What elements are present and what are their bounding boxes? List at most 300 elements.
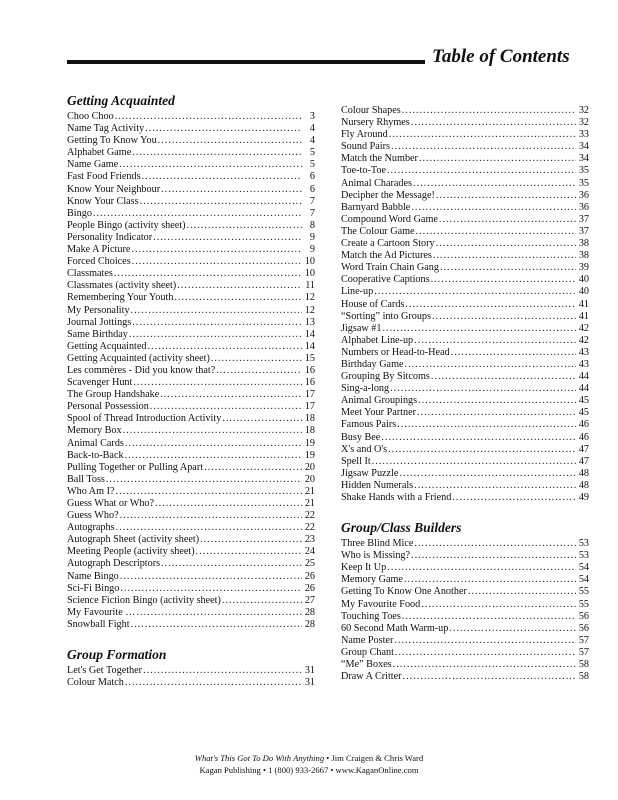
dot-leader [125,450,302,462]
entry-title: Colour Match [67,677,124,689]
entry-title: Guess Who? [67,510,119,522]
entry-page-number: 48 [578,479,589,491]
toc-entry[interactable] [67,462,315,474]
toc-entry[interactable] [67,280,315,292]
entry-page-number: 45 [578,395,589,407]
dot-leader [411,202,576,214]
dot-leader [145,123,302,135]
dot-leader [148,341,303,353]
entry-title: Create a Cartoon Story [341,238,435,250]
toc-entry[interactable] [67,522,315,534]
dot-leader [399,468,576,480]
toc-entry[interactable] [67,534,315,546]
entry-page-number: 48 [578,467,589,479]
toc-entry[interactable] [341,238,589,250]
toc-entry[interactable] [341,105,589,117]
entry-title: Sound Pairs [341,141,390,153]
dot-leader [374,286,576,298]
entry-title: Meeting People (activity sheet) [67,546,195,558]
toc-entry[interactable] [67,147,315,159]
entry-page-number: 21 [304,485,315,497]
dot-leader [449,623,576,635]
dot-leader [132,256,302,268]
entry-page-number: 36 [578,201,589,213]
toc-entry[interactable] [341,359,589,371]
entry-page-number: 36 [578,189,589,201]
entry-title: Forced Choices [67,256,131,268]
dot-leader [155,498,302,510]
entry-page-number: 38 [578,250,589,262]
entry-page-number: 42 [578,322,589,334]
toc-entry[interactable] [341,347,589,359]
toc-entry[interactable] [341,274,589,286]
entry-page-number: 45 [578,407,589,419]
dot-leader [418,395,576,407]
entry-title: Alphabet Game [67,147,132,159]
entry-page-number: 32 [578,117,589,129]
toc-entry[interactable] [67,583,315,595]
toc-entry[interactable] [67,595,315,607]
entry-title: Know Your Class [67,195,139,207]
dot-leader [120,571,302,583]
entry-page-number: 9 [309,244,315,256]
entry-title: Getting Acquainted [67,340,147,352]
dot-leader [405,299,576,311]
entry-title: Word Train Chain Gang [341,262,439,274]
entry-page-number: 46 [578,419,589,431]
toc-entry[interactable] [341,190,589,202]
entry-page-number: 56 [578,610,589,622]
entry-page-number: 21 [304,498,315,509]
toc-entry[interactable] [341,480,589,492]
toc-entry[interactable] [67,123,315,135]
entry-page-number: 12 [304,292,315,304]
entry-title: 60 Second Math Warm-up [341,622,449,634]
entry-title: Spool of Thread Introduction Activity [67,413,222,425]
entry-page-number: 22 [304,510,315,522]
entry-title: Ball Toss [67,473,105,485]
entry-page-number: 15 [304,352,315,364]
entry-title: Personal Possession [67,401,149,413]
dot-leader [125,438,302,450]
dot-leader [131,619,302,631]
toc-entry[interactable] [67,184,315,196]
toc-entry[interactable] [341,623,589,635]
toc-entry[interactable] [67,196,315,208]
entry-title: Autographs [67,522,115,534]
entry-title: Autograph Sheet (activity sheet) [67,534,200,546]
dot-leader [153,232,302,244]
toc-entry[interactable] [67,208,315,220]
entry-title: Hidden Numerals [341,479,414,491]
entry-title: Animal Cards [67,437,124,449]
toc-entry[interactable] [341,129,589,141]
toc-entry[interactable] [341,468,589,480]
entry-title: Memory Game [341,574,403,586]
toc-entry[interactable] [67,377,315,389]
entry-title: Les commères - Did you know that? [67,364,216,376]
entry-title: Getting Acquainted (activity sheet) [67,352,210,364]
entry-page-number: 56 [578,622,589,634]
toc-entry[interactable] [67,474,315,486]
entry-page-number: 49 [578,492,589,503]
footer-line-1 [0,752,618,764]
dot-leader [216,365,302,377]
toc-entry[interactable] [67,232,315,244]
toc-entry[interactable] [341,178,589,190]
toc-entry[interactable] [67,546,315,558]
entry-page-number: 16 [304,377,315,389]
dot-leader [119,159,302,171]
entry-page-number: 26 [304,582,315,594]
toc-entry[interactable] [341,141,589,153]
entry-title: Nursery Rhymes [341,117,410,129]
entry-title: Back-to-Back [67,449,124,461]
dot-leader [391,141,576,153]
dot-leader [120,510,302,522]
toc-entry[interactable] [67,450,315,462]
entry-title: My Personality [67,304,130,316]
entry-page-number: 33 [578,129,589,141]
toc-entry[interactable] [341,286,589,298]
toc-entry[interactable] [67,353,315,365]
entry-page-number: 13 [304,316,315,328]
entry-page-number: 38 [578,238,589,250]
dot-leader [416,226,576,238]
dot-leader [413,178,576,190]
entry-page-number: 6 [309,183,315,195]
toc-entry[interactable] [341,659,589,671]
entry-title: Getting To Know One Another [341,586,467,598]
toc-entry[interactable] [341,456,589,468]
entry-title: Busy Bee [341,431,381,443]
entry-title: People Bingo (activity sheet) [67,219,186,231]
toc-entry[interactable] [341,262,589,274]
entry-title: Same Birthday [67,328,128,340]
entry-title: Pulling Together or Pulling Apart [67,461,204,473]
entry-page-number: 20 [304,461,315,473]
toc-entry[interactable] [67,510,315,522]
entry-page-number: 42 [578,334,589,346]
entry-title: Toe-to-Toe [341,165,386,177]
toc-entry[interactable] [67,317,315,329]
entry-page-number: 40 [578,286,589,298]
entry-page-number: 24 [304,546,315,558]
entry-page-number: 22 [304,522,315,534]
entry-page-number: 41 [578,298,589,310]
dot-leader [120,583,302,595]
entry-page-number: 58 [578,671,589,683]
entry-title: Animal Groupings [341,395,418,407]
dot-leader [397,419,576,431]
toc-entry[interactable] [341,407,589,419]
entry-page-number: 58 [578,659,589,671]
toc-entry[interactable] [341,419,589,431]
dot-leader [411,117,576,129]
entry-title: Group Chant [341,646,394,658]
toc-entry[interactable] [341,214,589,226]
toc-entry[interactable] [67,171,315,183]
dot-leader [402,105,576,117]
dot-leader [393,659,576,671]
entry-title: My Favourite … [67,606,136,618]
entry-page-number: 4 [309,123,315,135]
entry-title: Colour Shapes [341,105,401,116]
entry-page-number: 46 [578,431,589,443]
toc-entry[interactable] [67,413,315,425]
toc-entry[interactable] [67,268,315,280]
toc-entry[interactable] [67,607,315,619]
dot-leader [115,111,302,123]
entry-page-number: 44 [578,383,589,395]
entry-page-number: 55 [578,586,589,598]
toc-entry[interactable] [341,323,589,335]
dot-leader [431,274,576,286]
entry-page-number: 16 [304,364,315,376]
dot-leader [436,238,576,250]
dot-leader [93,208,302,220]
entry-title: Cooperative Captions [341,274,430,286]
entry-page-number: 47 [578,455,589,467]
toc-entry[interactable] [341,492,589,504]
toc-entry[interactable] [341,444,589,456]
toc-entry[interactable] [67,498,315,510]
toc-entry[interactable] [341,562,589,574]
toc-entry[interactable] [341,538,589,550]
dot-leader [142,171,302,183]
entry-page-number: 25 [304,558,315,570]
entry-title: Shake Hands with a Friend [341,492,452,503]
entry-title: Line-up [341,286,374,298]
dot-leader [403,671,576,683]
toc-entry[interactable] [341,635,589,647]
entry-title: Scavenger Hunt [67,377,133,389]
dot-leader [388,444,576,456]
entry-page-number: 40 [578,274,589,286]
entry-page-number: 3 [309,111,315,122]
dot-leader [404,574,576,586]
toc-entry[interactable] [341,311,589,323]
section-heading: Group/Class Builders [341,520,462,536]
dot-leader [402,611,576,623]
toc-entry[interactable] [341,671,589,683]
entry-title: Jigsaw #1 [341,322,382,334]
entry-title: Birthday Game [341,358,404,370]
dot-leader [116,486,302,498]
entry-page-number: 53 [578,538,589,550]
entry-title: Name Poster [341,634,394,646]
entry-page-number: 18 [304,413,315,425]
entry-page-number: 18 [304,425,315,437]
dot-leader [394,635,576,647]
toc-entry[interactable] [67,365,315,377]
dot-leader [389,129,576,141]
dot-leader [161,184,302,196]
entry-title: Let's Get Together [67,665,143,677]
entry-title: Snowball Fight [67,618,130,630]
entry-page-number: 35 [578,177,589,189]
toc-entry[interactable] [341,165,589,177]
entry-page-number: 44 [578,371,589,383]
dot-leader [143,665,302,677]
entry-title: Match the Number [341,153,418,165]
entry-page-number: 9 [309,231,315,243]
dot-leader [200,534,302,546]
left-column [67,93,315,705]
toc-entry[interactable] [67,558,315,570]
entry-title: Fast Food Friends [67,171,141,183]
entry-title: “Sorting” into Groups [341,310,431,322]
toc-entry[interactable] [67,486,315,498]
entry-title: Decipher the Message! [341,189,435,201]
dot-leader [204,462,302,474]
entry-page-number: 5 [309,159,315,171]
dot-leader [116,522,302,534]
entry-page-number: 10 [304,256,315,268]
entry-title: Remembering Your Youth [67,292,174,304]
toc-entry[interactable] [67,329,315,341]
entry-page-number: 43 [578,358,589,370]
entry-title: Barnyard Babble [341,201,411,213]
dot-leader [114,268,302,280]
entry-page-number: 54 [578,562,589,574]
toc-entry[interactable] [67,341,315,353]
toc-entry[interactable] [341,250,589,262]
toc-section [341,105,589,504]
entry-page-number: 39 [578,262,589,274]
toc-entry[interactable] [341,599,589,611]
toc-entry[interactable] [341,647,589,659]
entry-page-number: 19 [304,449,315,461]
toc-entry[interactable] [341,432,589,444]
entry-page-number: 47 [578,443,589,455]
toc-entry[interactable] [341,574,589,586]
toc-entry[interactable] [67,159,315,171]
dot-leader [387,562,576,574]
toc-entry[interactable] [67,111,315,123]
dot-leader [432,311,576,323]
toc-entry[interactable] [341,226,589,238]
dot-leader [211,353,302,365]
entry-title: Science Fiction Bingo (activity sheet) [67,594,221,606]
dot-leader [158,135,302,147]
toc-entry[interactable] [67,571,315,583]
entry-page-number: 8 [309,219,315,231]
entry-title: Alphabet Line-up [341,334,414,346]
toc-entry[interactable] [341,299,589,311]
entry-page-number: 28 [304,606,315,618]
dot-leader [222,595,302,607]
dot-leader [421,599,576,611]
entry-page-number: 54 [578,574,589,586]
dot-leader [131,305,302,317]
toc-entry[interactable] [341,371,589,383]
entry-title: Touching Toes [341,610,401,622]
dot-leader [222,413,302,425]
toc-entry[interactable] [67,677,315,689]
dot-leader [390,383,576,395]
entry-page-number: 19 [304,437,315,449]
toc-entry[interactable] [67,256,315,268]
dot-leader [133,377,302,389]
entry-page-number: 17 [304,389,315,401]
toc-entry[interactable] [67,665,315,677]
dot-leader [196,546,302,558]
entry-page-number: 37 [578,225,589,237]
entry-title: Spell It [341,455,371,467]
toc-entry[interactable] [67,292,315,304]
dot-leader [150,401,302,413]
entry-title: Three Blind Mice [341,538,414,550]
toc-entry[interactable] [67,305,315,317]
entry-title: X's and O's [341,443,388,455]
entry-title: Numbers or Head-to-Head [341,346,450,358]
entry-title: Personality Indicator [67,231,153,243]
toc-entry[interactable] [67,244,315,256]
entry-page-number: 12 [304,304,315,316]
toc-entry[interactable] [67,220,315,232]
toc-entry[interactable] [341,335,589,347]
toc-entry[interactable] [341,117,589,129]
page-title: Table of Contents [432,46,570,67]
toc-entry[interactable] [67,389,315,401]
entry-page-number: 43 [578,346,589,358]
toc-entry[interactable] [341,550,589,562]
entry-title: Classmates [67,268,113,280]
toc-entry[interactable] [67,619,315,631]
toc-entry[interactable] [67,425,315,437]
footer-line-2: Kagan Publishing • 1 (800) 933-2667 • www.KaganOnline.com [199,765,419,775]
toc-entry[interactable] [341,586,589,598]
entry-title: Classmates (activity sheet) [67,280,177,292]
entry-page-number: 27 [304,594,315,606]
toc-entry[interactable] [341,202,589,214]
entry-page-number: 6 [309,171,315,183]
toc-entry[interactable] [341,153,589,165]
entry-title: Animal Charades [341,177,413,189]
dot-leader [382,323,576,335]
toc-entry[interactable] [67,438,315,450]
dot-leader [440,262,576,274]
dot-leader [372,456,576,468]
right-column [341,105,589,699]
dot-leader [417,407,576,419]
header-rule [67,60,425,64]
entry-page-number: 31 [304,677,315,689]
dot-leader [436,190,576,202]
entry-page-number: 26 [304,570,315,582]
entry-page-number: 17 [304,401,315,413]
entry-page-number: 14 [304,328,315,340]
dot-leader [433,250,576,262]
entry-page-number: 53 [578,550,589,562]
dot-leader [405,359,576,371]
entry-page-number: 14 [304,340,315,352]
dot-leader [132,147,302,159]
toc-entry[interactable] [67,401,315,413]
dot-leader [136,607,302,619]
toc-entry[interactable] [341,611,589,623]
toc-entry[interactable] [341,383,589,395]
toc-entry[interactable] [67,135,315,147]
toc-entry[interactable] [341,395,589,407]
entry-title: Compound Word Game [341,213,438,225]
entry-title: “Me” Boxes [341,659,392,671]
dot-leader [177,280,302,292]
entry-title: Make A Picture [67,244,131,256]
dot-leader [387,165,576,177]
entry-title: Who is Missing? [341,550,411,562]
